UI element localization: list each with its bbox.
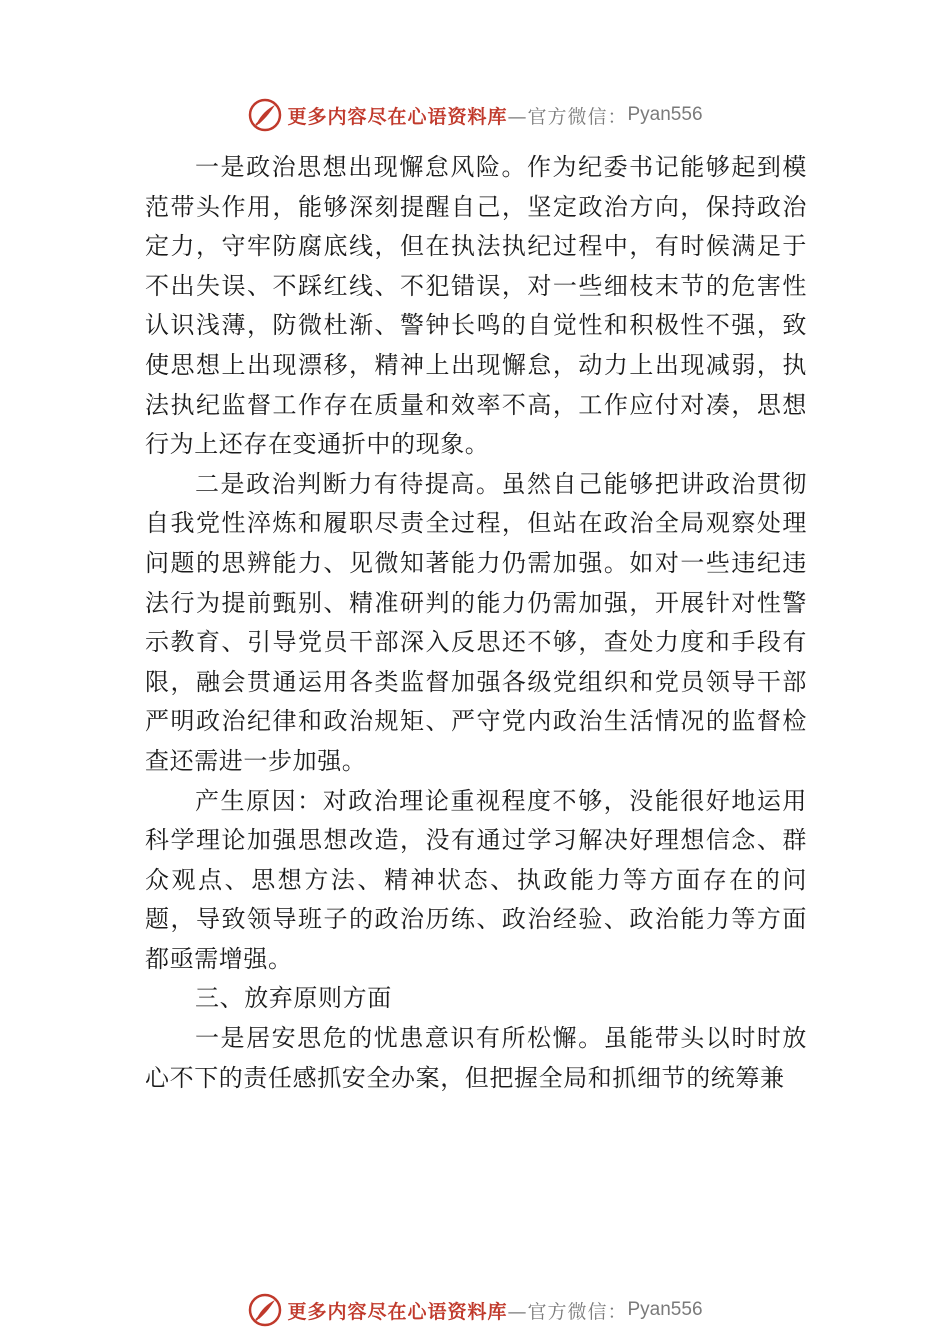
paragraph-political-slack: 一是政治思想出现懈怠风险。作为纪委书记能够起到模范带头作用，能够深刻提醒自己，坚定政治方向，保持政治定力，守牢防腐底线，但在执法执纪过程中，有时候满足于不出失误、不踩红线、不犯错误，对一些细枝末节的危害性认识浅薄，防微杜渐、警钟长鸣的自觉性和积极性不强，致使思想上出现漂移，精神上出现懈怠，动力上出现减弱，执法执纪监督工作存在质量和效率不高，工作应付对凑，思想行为上还存在变通折中的现象。 xyxy=(145,153,807,459)
paragraph-causes: 产生原因：对政治理论重视程度不够，没能很好地运用科学理论加强思想改造，没有通过学习解决好理想信念、群众观点、思想方法、精神状态、执政能力等方面存在的问题，导致领导班子的政治历练、政治经验、政治能力等方面都亟需增强。 xyxy=(145,786,807,973)
banner-sub-text: —官方微信： xyxy=(507,105,628,128)
banner-main-text: 更多内容尽在心语资料库 xyxy=(287,1300,508,1323)
footer-banner xyxy=(0,1290,950,1330)
feather-pen-seal-icon xyxy=(247,1292,283,1328)
paragraph-political-judgement: 二是政治判断力有待提高。虽然自己能够把讲政治贯彻自我党性淬炼和履职尽责全过程，但站在政治全局观察处理问题的思辨能力、见微知著能力仍需加强。如对一些违纪违法行为提前甄别、精准研判的能力仍需加强，开展针对性警示教育、引导党员干部深入反思还不够，查处力度和手段有限，融会贯通运用各类监督加强各级党组织和党员领导干部严明政治纪律和政治规矩、严守党内政治生活情况的监督检查还需进一步加强。 xyxy=(145,469,807,775)
section-heading-principles: 三、放弃原则方面 xyxy=(195,984,392,1013)
banner-main-text: 更多内容尽在心语资料库 xyxy=(287,105,508,128)
feather-pen-seal-icon xyxy=(247,97,283,133)
banner-sub-text: —官方微信： xyxy=(507,1300,628,1323)
banner-wechat-id: Pyan556 xyxy=(627,104,703,125)
banner-wechat-id: Pyan556 xyxy=(627,1299,703,1320)
paragraph-vigilance: 一是居安思危的忧患意识有所松懈。虽能带头以时时放心不下的责任感抓安全办案，但把握全局和抓细节的统筹兼 xyxy=(145,1024,807,1092)
header-banner xyxy=(0,95,950,135)
document-body xyxy=(145,148,807,1098)
